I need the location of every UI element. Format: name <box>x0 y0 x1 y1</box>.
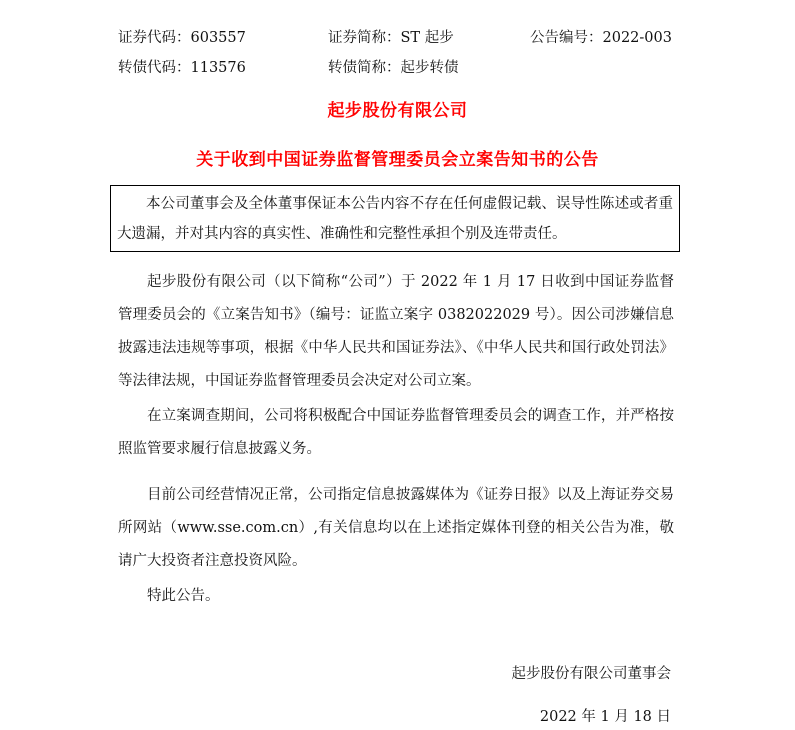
announcement-number-label: 公告编号： <box>530 30 603 46</box>
header-row-bond <box>118 56 674 78</box>
securities-code-label: 证券代码： <box>118 30 191 46</box>
securities-abbr <box>328 26 454 47</box>
signature-date: 2022 年 1 月 18 日 <box>539 709 671 725</box>
bond-code <box>118 56 246 77</box>
disclaimer-text: 本公司董事会及全体董事保证本公告内容不存在任何虚假记载、误导性陈述或者重大遗漏，并对其内容的真实性、准确性和完整性承担个别及连带责任。 <box>117 196 673 242</box>
body-paragraph-closing: 特此公告。 <box>147 588 220 604</box>
securities-code <box>118 26 246 47</box>
company-title: 起步股份有限公司 <box>327 101 468 121</box>
body-paragraph-1: 起步股份有限公司（以下简称“公司”）于 2022 年 1 月 17 日收到中国证券监督管理委员会的《立案告知书》（编号：证监立案字 0382022029 号）。因公司涉嫌信息披露违法违规等事项，根据《中华人民共和国证券法》、《中华人民共和国行政处罚法》等法律法规，中国证券监督管理委员会决定对公司立案。 <box>118 274 674 389</box>
bond-code-label: 转债代码： <box>118 60 191 76</box>
bond-abbr-value: 起步转债 <box>400 60 459 76</box>
bond-code-value: 113576 <box>190 60 246 76</box>
securities-abbr-label: 证券简称： <box>328 30 401 46</box>
header-row-securities <box>118 26 674 48</box>
securities-code-value: 603557 <box>190 30 246 46</box>
bond-abbr-label: 转债简称： <box>328 60 401 76</box>
body-paragraph-3: 目前公司经营情况正常，公司指定信息披露媒体为《证券日报》以及上海证券交易所网站（www.sse.com.cn）,有关信息均以在上述指定媒体刊登的相关公告为准，敬请广大投资者注意投资风险。 <box>118 487 674 569</box>
bond-abbr <box>328 56 459 77</box>
announcement-title: 关于收到中国证券监督管理委员会立案告知书的公告 <box>196 150 599 170</box>
signature-board: 起步股份有限公司董事会 <box>511 666 671 682</box>
securities-abbr-value: ST 起步 <box>400 30 454 46</box>
body-paragraph-2: 在立案调查期间，公司将积极配合中国证券监督管理委员会的调查工作，并严格按照监管要求履行信息披露义务。 <box>118 408 674 457</box>
announcement-number <box>530 26 672 47</box>
announcement-number-value: 2022-003 <box>602 30 672 46</box>
disclaimer-box <box>110 185 680 252</box>
